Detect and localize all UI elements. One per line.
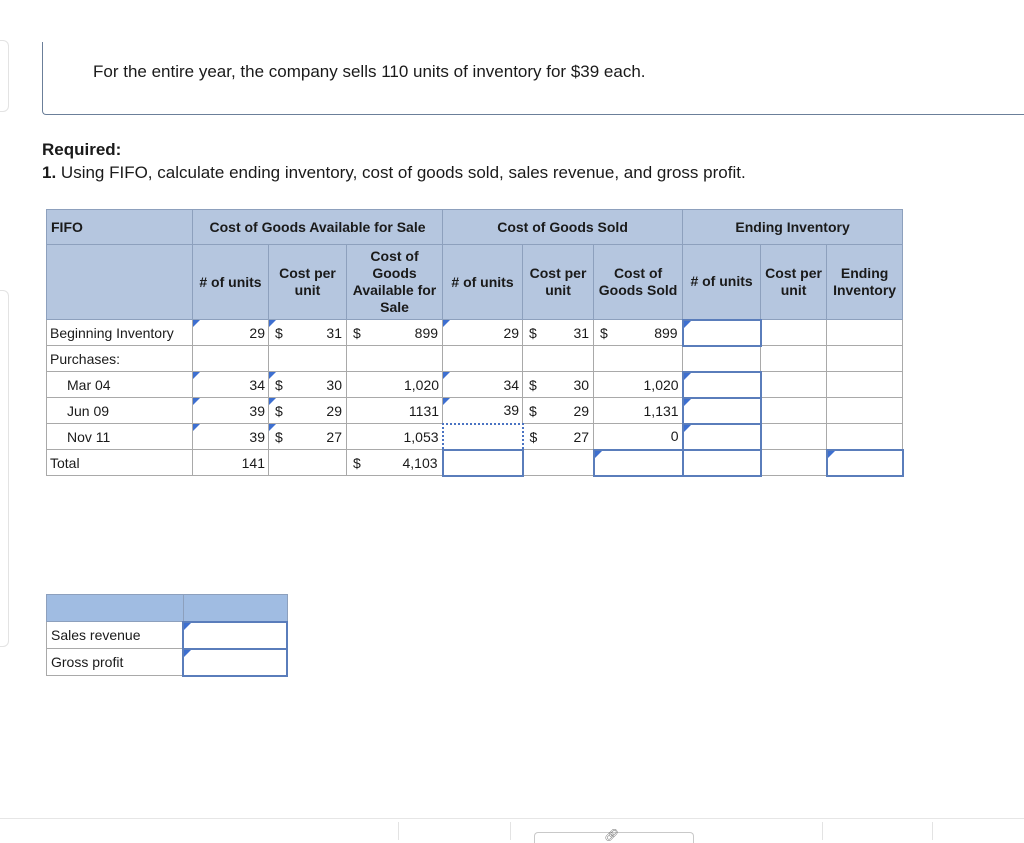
corner-label: FIFO [47, 210, 193, 245]
units-input[interactable]: 39 [193, 424, 269, 450]
total-units-cell: 141 [193, 450, 269, 476]
footer-bar [0, 818, 1024, 841]
table-row [47, 398, 903, 424]
cogs-total-cell: 1,131 [594, 398, 683, 424]
cogs-cost-per-unit-cell: $ 29 [523, 398, 594, 424]
group-cogs: Cost of Goods Sold [443, 210, 683, 245]
col-cogs-units: # of units [443, 245, 523, 320]
requirement-number: 1. [42, 163, 57, 182]
group-available: Cost of Goods Available for Sale [193, 210, 443, 245]
link-icon[interactable]: 🔗︎ [604, 828, 620, 842]
cogs-total-cell: $ 899 [594, 320, 683, 346]
cogs-units-input[interactable]: 29 [443, 320, 523, 346]
cost-per-unit-input[interactable]: $ 30 [269, 372, 347, 398]
requirements [42, 138, 746, 184]
cogs-total-cell: 0 [594, 424, 683, 450]
ei-total-cell [827, 320, 903, 346]
units-input[interactable]: 34 [193, 372, 269, 398]
cost-per-unit-input[interactable]: $ 27 [269, 424, 347, 450]
col-ei-units: # of units [683, 245, 761, 320]
row-label: Nov 11 [47, 424, 193, 450]
cost-available-cell: 1131 [347, 398, 443, 424]
cogs-cost-per-unit-cell: $ 31 [523, 320, 594, 346]
problem-text: For the entire year, the company sells 110 units of inventory for $39 each. [93, 62, 646, 81]
fifo-table [46, 209, 904, 477]
row-label: Total [47, 450, 193, 476]
cost-per-unit-input[interactable]: $ 29 [269, 398, 347, 424]
total-cogs-input[interactable] [594, 450, 683, 476]
cogs-total-cell: 1,020 [594, 372, 683, 398]
gross-profit-label: Gross profit [47, 649, 184, 676]
col-units: # of units [193, 245, 269, 320]
row-label: Beginning Inventory [47, 320, 193, 346]
cost-available-cell: 1,020 [347, 372, 443, 398]
col-cogs-total: Cost of Goods Sold [594, 245, 683, 320]
total-cost-available-cell: $ 4,103 [347, 450, 443, 476]
side-tab [0, 40, 9, 112]
cogs-units-input[interactable]: 39 [443, 398, 523, 424]
required-label: Required: [42, 140, 122, 159]
gross-profit-input[interactable] [183, 649, 287, 676]
side-tab [0, 290, 9, 647]
cost-available-cell: 1,053 [347, 424, 443, 450]
total-ending-inventory-input[interactable] [827, 450, 903, 476]
col-cost-per-unit: Cost per unit [269, 245, 347, 320]
cogs-units-input[interactable] [443, 424, 523, 450]
ei-cost-per-unit-cell [761, 320, 827, 346]
problem-statement-box [42, 42, 1024, 115]
cost-available-cell: $ 899 [347, 320, 443, 346]
sales-revenue-label: Sales revenue [47, 622, 184, 649]
ei-units-input[interactable] [683, 398, 761, 424]
corner-blank [47, 245, 193, 320]
units-input[interactable]: 29 [193, 320, 269, 346]
row-label: Mar 04 [47, 372, 193, 398]
row-label: Jun 09 [47, 398, 193, 424]
table-row [47, 424, 903, 450]
ei-units-input[interactable] [683, 424, 761, 450]
col-ei-cost-per-unit: Cost per unit [761, 245, 827, 320]
ei-total-cell [827, 424, 903, 450]
table-row [47, 346, 903, 372]
row-label: Purchases: [47, 346, 193, 372]
col-cost-available: Cost of Goods Available for Sale [347, 245, 443, 320]
ei-cost-per-unit-cell [761, 372, 827, 398]
cogs-units-input[interactable]: 34 [443, 372, 523, 398]
ei-cost-per-unit-cell [761, 424, 827, 450]
sales-revenue-input[interactable] [183, 622, 287, 649]
table-row [47, 372, 903, 398]
total-cogs-units-input[interactable] [443, 450, 523, 476]
cogs-cost-per-unit-cell: $ 30 [523, 372, 594, 398]
col-cogs-cost-per-unit: Cost per unit [523, 245, 594, 320]
ei-total-cell [827, 372, 903, 398]
units-input[interactable]: 39 [193, 398, 269, 424]
table-row [47, 320, 903, 346]
total-ei-units-input[interactable] [683, 450, 761, 476]
summary-table [46, 594, 288, 677]
ei-units-input[interactable] [683, 372, 761, 398]
col-ei-total: Ending Inventory [827, 245, 903, 320]
cost-per-unit-input[interactable]: $ 31 [269, 320, 347, 346]
cogs-cost-per-unit-cell: $ 27 [523, 424, 594, 450]
table-row-total [47, 450, 903, 476]
requirement-text: Using FIFO, calculate ending inventory, cost of goods sold, sales revenue, and gross profit. [56, 163, 746, 182]
ei-units-input[interactable] [683, 320, 761, 346]
ei-cost-per-unit-cell [761, 398, 827, 424]
ei-total-cell [827, 398, 903, 424]
group-ending: Ending Inventory [683, 210, 903, 245]
